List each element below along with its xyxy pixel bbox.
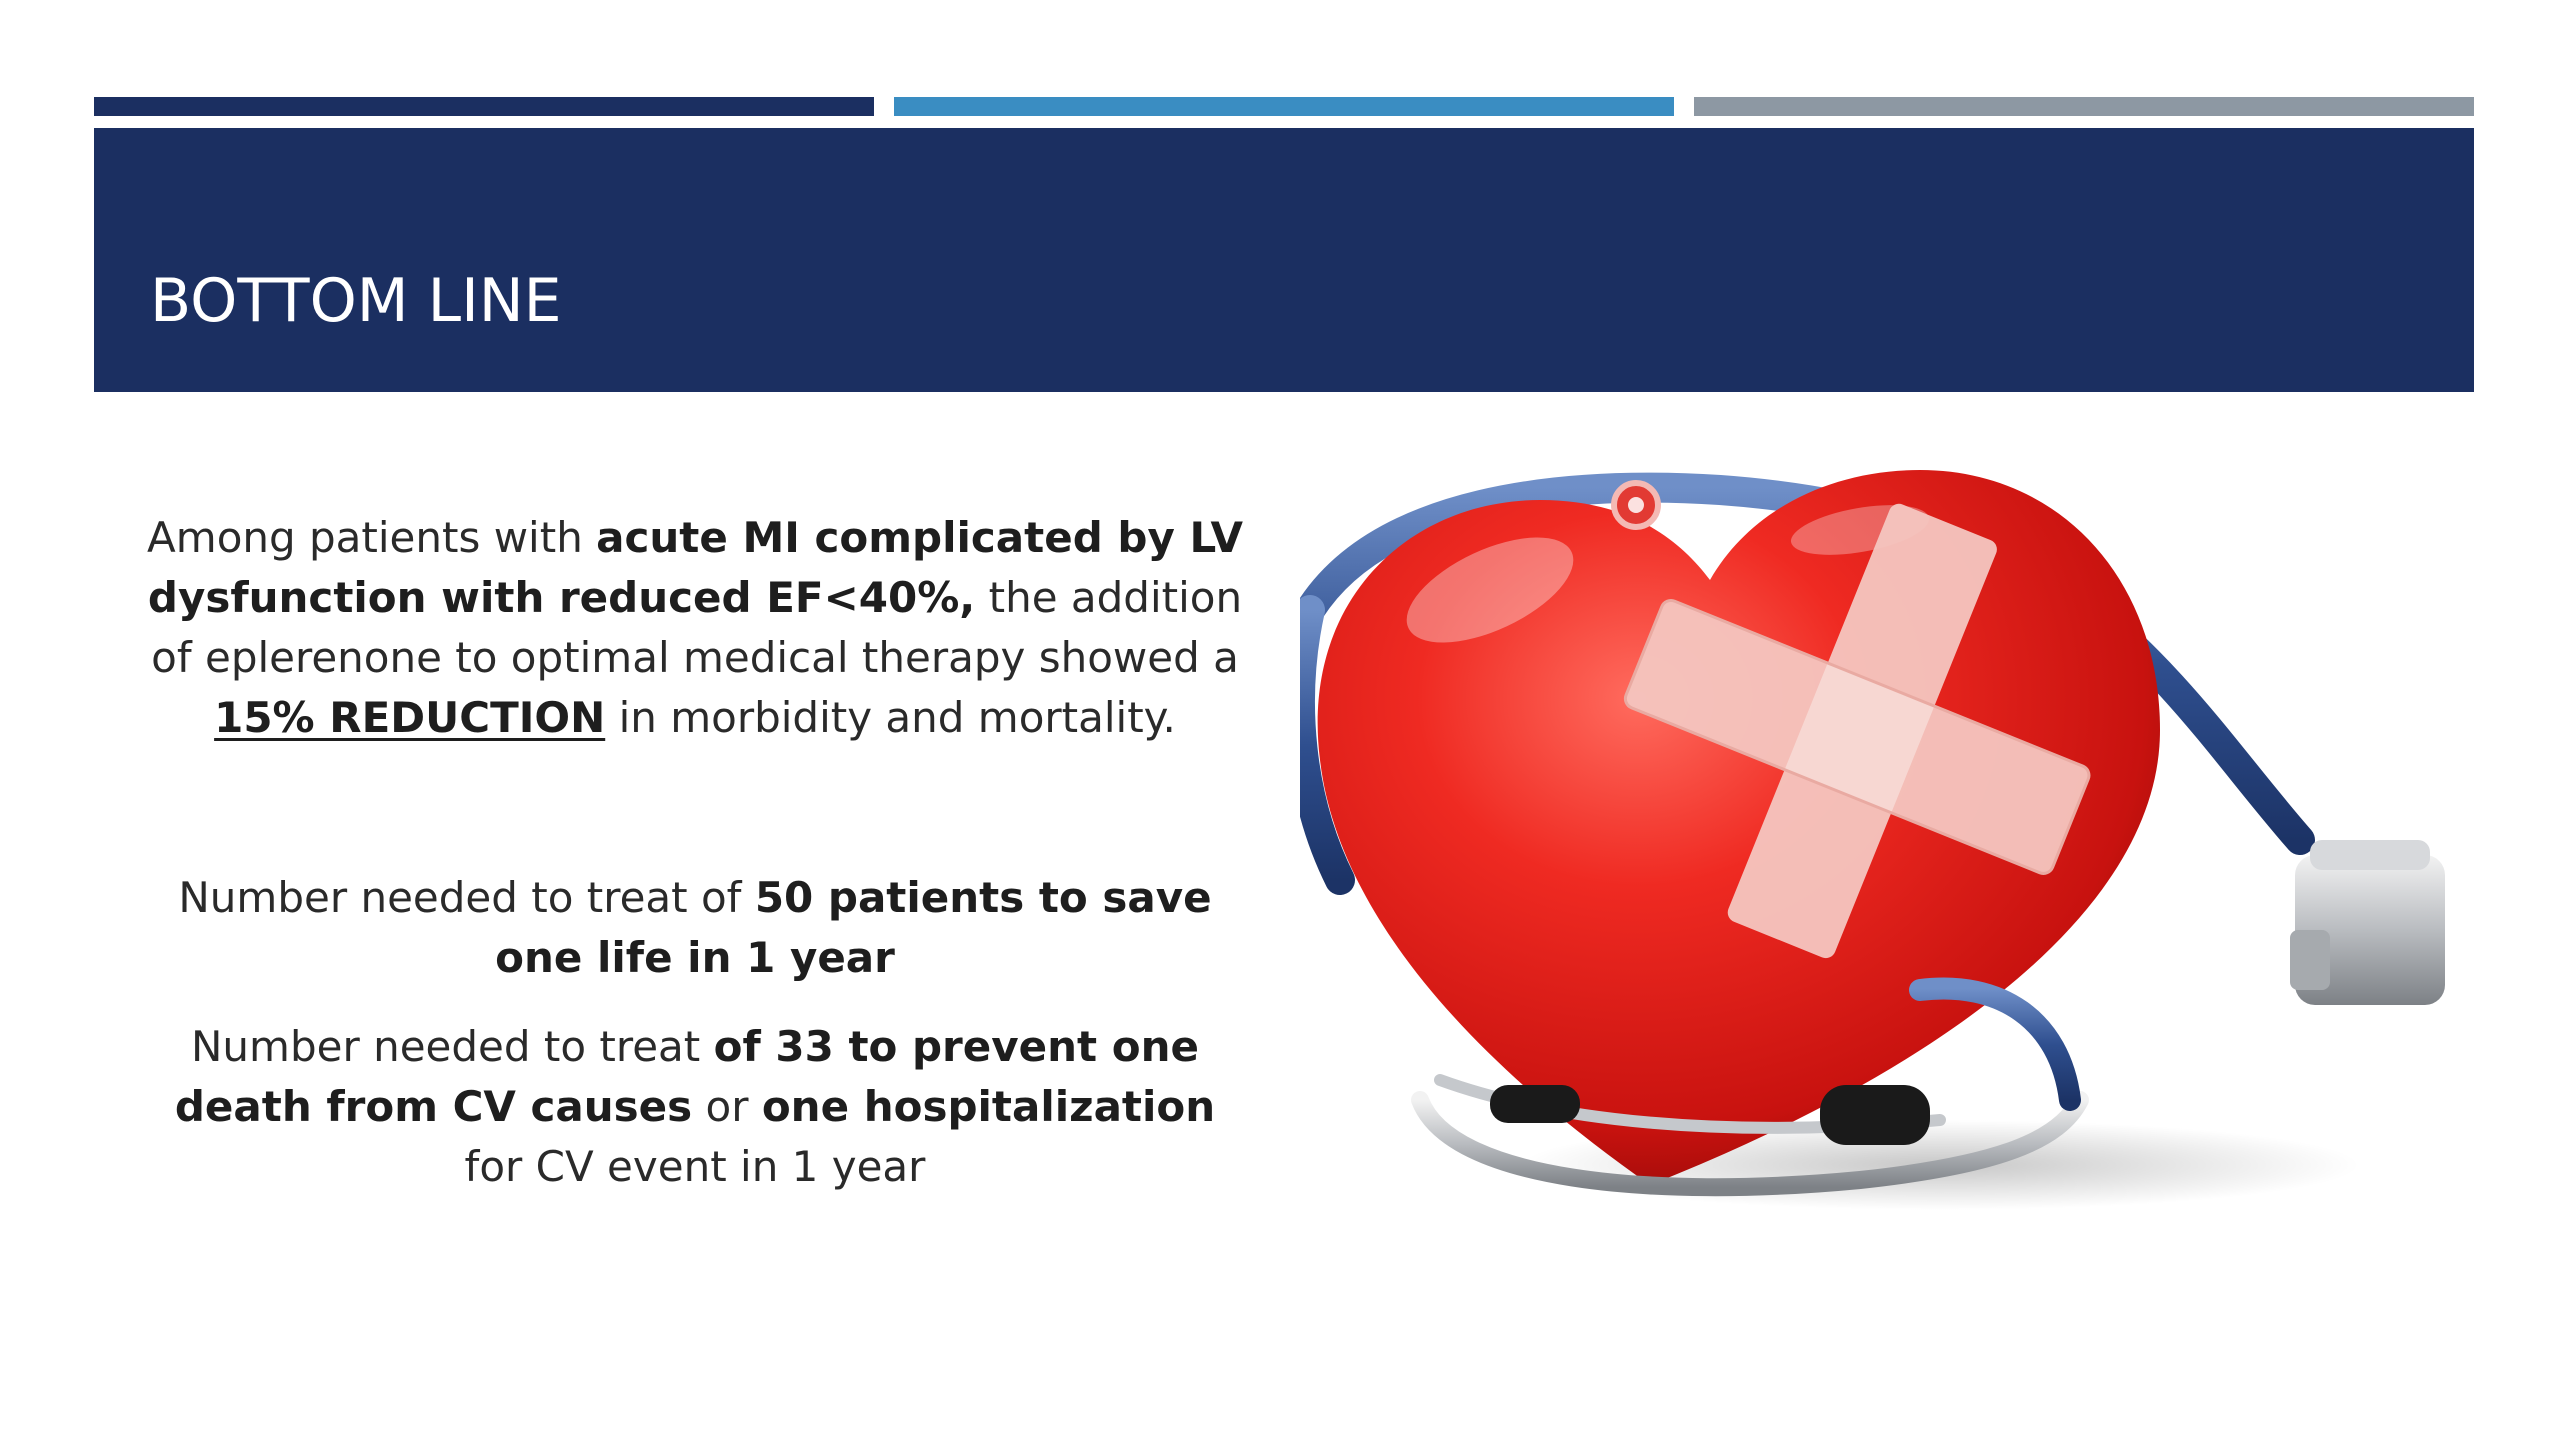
accent-bar-light-blue — [894, 97, 1674, 116]
accent-bar-gray — [1694, 97, 2474, 116]
text-run: Number needed to treat — [191, 1022, 714, 1071]
text-run: the addition of eplerenone to optimal medical therapy showed a — [151, 573, 1243, 682]
bold-run: of 33 to prevent one death from CV causes — [174, 1022, 1199, 1131]
text-run: in morbidity and mortality. — [605, 693, 1176, 742]
heart-with-bandage-and-stethoscope-image — [1300, 460, 2460, 1230]
bold-run: acute MI complicated by LV dysfunction with reduced EF<40%, — [147, 513, 1243, 622]
nnt-cv-paragraph — [145, 1017, 1245, 1197]
text-run: or — [692, 1082, 762, 1131]
text-run: Number needed to treat of — [178, 873, 755, 922]
title-band — [94, 128, 2474, 392]
bold-run: one hospitalization — [761, 1082, 1216, 1131]
heart-loop-shape — [1614, 483, 1658, 527]
nnt-life-paragraph — [145, 868, 1245, 988]
text-run: Among patients with — [147, 513, 597, 562]
slide-title: BOTTOM LINE — [150, 266, 562, 336]
stethoscope-earpiece-shape — [1490, 1085, 1580, 1123]
bold-run: 50 patients to save one life in 1 year — [495, 873, 1212, 982]
summary-paragraph — [145, 508, 1245, 748]
underlined-bold-run: 15% REDUCTION — [214, 693, 606, 742]
stethoscope-earpiece-shape — [1820, 1085, 1930, 1145]
stethoscope-chestpiece-shape — [2290, 840, 2445, 1005]
accent-bar-dark-blue — [94, 97, 874, 116]
text-run: for CV event in 1 year — [464, 1142, 926, 1191]
